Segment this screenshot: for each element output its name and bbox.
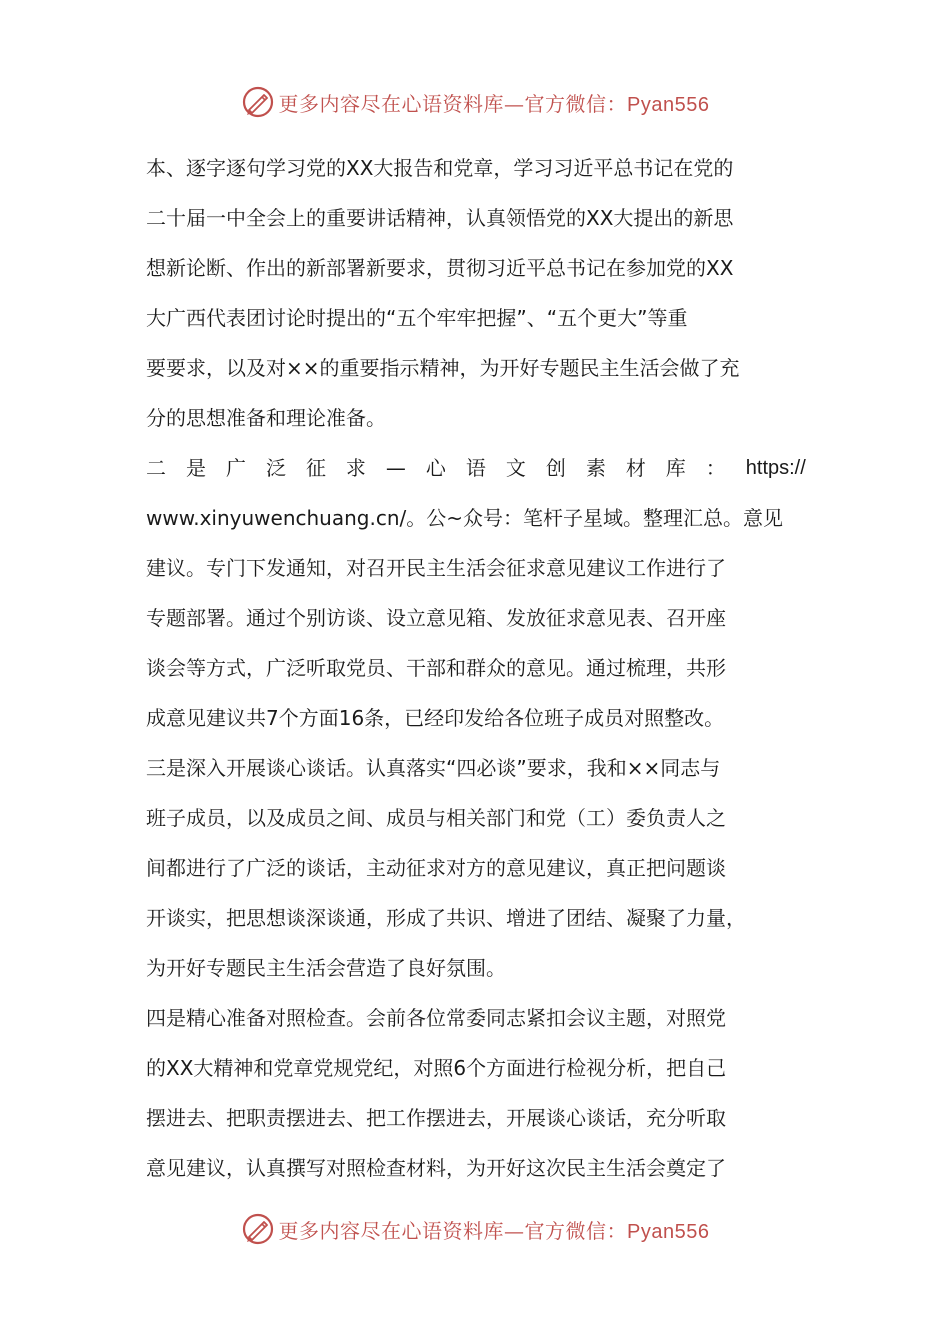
header-watermark-banner (0, 82, 950, 122)
text-line: 建议。专门下发通知，对召开民主生活会征求意见建议工作进行了 (146, 556, 726, 580)
text-line: 意见建议，认真撰写对照检查材料，为开好这次民主生活会奠定了 (146, 1156, 726, 1180)
spread-char: 求 (345, 456, 366, 480)
spread-char: 广 (225, 456, 246, 480)
spread-char: 材 (625, 456, 646, 480)
spread-char: 语 (465, 456, 486, 480)
footer-banner-text: 更多内容尽在心语资料库—官方微信：Pyan556 (278, 1218, 710, 1243)
text-line: 班子成员，以及成员之间、成员与相关部门和党（工）委负责人之 (146, 806, 726, 830)
spread-char: 素 (585, 456, 606, 480)
spread-char: 是 (185, 456, 206, 480)
text-line: 本、逐字逐句学习党的XX大报告和党章，学习习近平总书记在党的 (146, 156, 734, 180)
text-line: 摆进去、把职责摆进去、把工作摆进去，开展谈心谈话，充分听取 (146, 1106, 726, 1130)
text-line-justified (146, 443, 806, 493)
text-line: 三是深入开展谈心谈话。认真落实“四必谈”要求，我和××同志与 (146, 756, 721, 780)
header-banner-text: 更多内容尽在心语资料库—官方微信：Pyan556 (278, 91, 710, 116)
spread-char: ： (705, 456, 726, 480)
text-line: 大广西代表团讨论时提出的“五个牢牢把握”、“五个更大”等重 (146, 306, 688, 330)
text-line: 成意见建议共7个方面16条，已经印发给各位班子成员对照整改。 (146, 706, 725, 730)
pen-logo-icon (241, 1212, 275, 1246)
text-line: 的XX大精神和党章党规党纪，对照6个方面进行检视分析，把自己 (146, 1056, 727, 1080)
url-fragment: https:// (745, 457, 806, 479)
text-line: 想新论断、作出的新部署新要求，贯彻习近平总书记在参加党的XX (146, 256, 734, 280)
text-line: 间都进行了广泛的谈话，主动征求对方的意见建议，真正把问题谈 (146, 856, 726, 880)
spread-char: 库 (665, 456, 686, 480)
spread-char: 心 (425, 456, 446, 480)
text-line: 四是精心准备对照检查。会前各位常委同志紧扣会议主题，对照党 (146, 1006, 726, 1030)
spread-char: 文 (505, 456, 526, 480)
text-line: 二十届一中全会上的重要讲话精神，认真领悟党的XX大提出的新思 (146, 206, 734, 230)
text-line: 为开好专题民主生活会营造了良好氛围。 (146, 956, 506, 980)
pen-logo-icon (241, 85, 275, 119)
document-body (146, 143, 806, 1193)
text-line: 开谈实，把思想谈深谈通，形成了共识、增进了团结、凝聚了力量， (146, 906, 746, 930)
spread-char: — (385, 456, 406, 480)
spread-char: 泛 (265, 456, 286, 480)
footer-watermark-banner (0, 1209, 950, 1249)
text-line: 分的思想准备和理论准备。 (146, 406, 386, 430)
spread-char: 二 (146, 456, 166, 480)
text-line: www.xinyuwenchuang.cn/。公~众号：笔杆子星域。整理汇总。意见 (146, 506, 784, 530)
text-line: 专题部署。通过个别访谈、设立意见箱、发放征求意见表、召开座 (146, 606, 726, 630)
spread-char: 创 (545, 456, 566, 480)
text-line: 谈会等方式，广泛听取党员、干部和群众的意见。通过梳理，共形 (146, 656, 726, 680)
text-line: 要要求，以及对××的重要指示精神，为开好专题民主生活会做了充 (146, 356, 740, 380)
spread-char: 征 (305, 456, 326, 480)
